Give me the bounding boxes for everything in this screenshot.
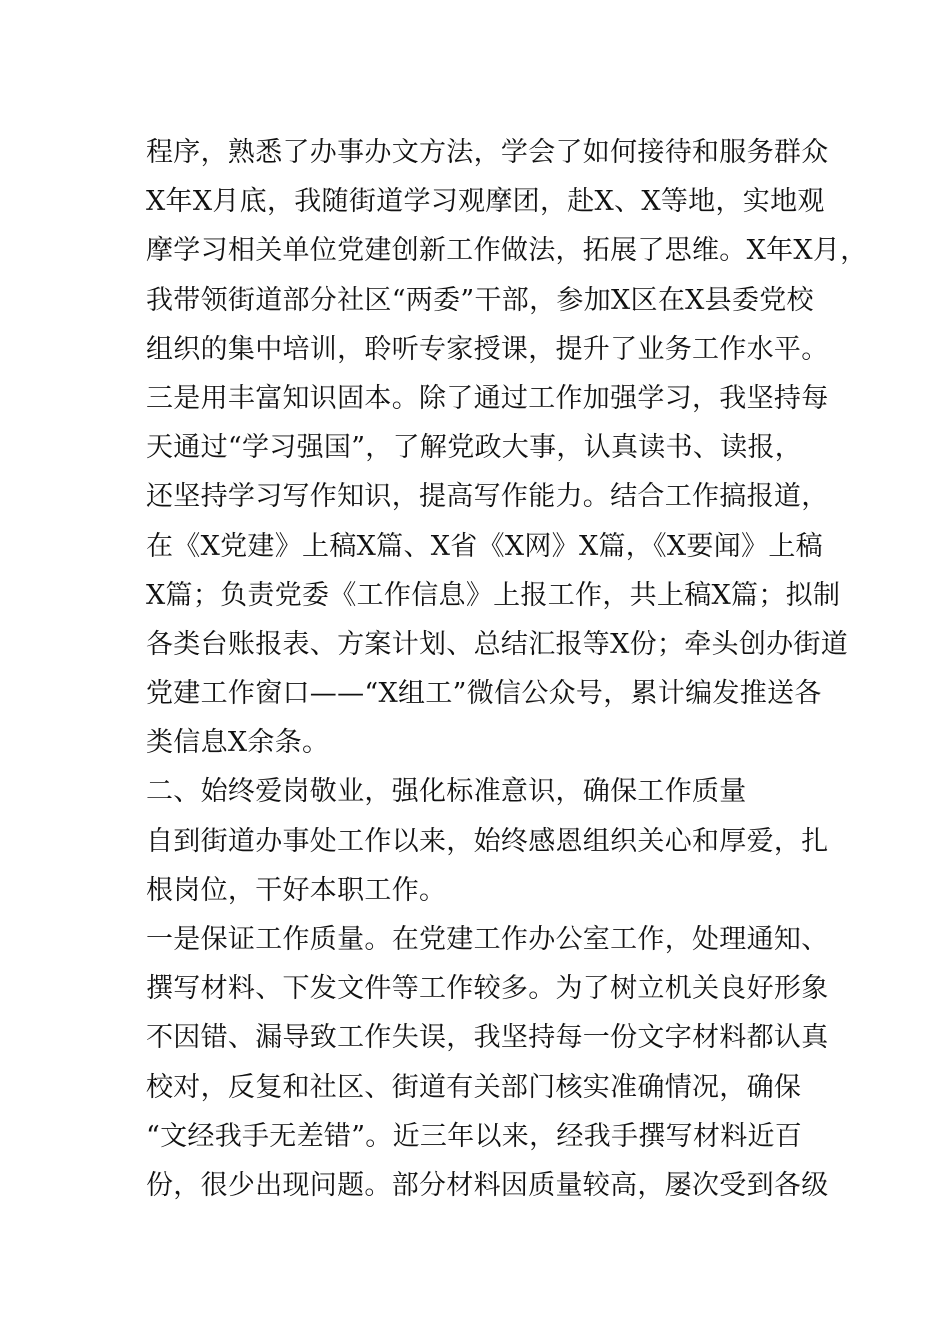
text-line-13: 类信息X余条。 [146,727,330,759]
text-line-9: 在《X党建》上稿X篇、X省《X网》X篇，《X要闻》上稿 [146,530,823,562]
text-line-17: 一是保证工作质量。在党建工作办公室工作，处理通知、 [146,924,829,955]
text-line-11: 各类台账报表、方案计划、总结汇报等X份；牵头创办街道 [146,628,849,660]
body-text [146,128,868,1210]
text-line-20: 校对，反复和社区、街道有关部门核实准确情况，确保 [146,1071,802,1103]
text-line-6: 三是用丰富知识固本。除了通过工作加强学习，我坚持每 [146,382,829,414]
text-line-3: 摩学习相关单位党建创新工作做法，拓展了思维。X年X月， [146,235,868,267]
text-line-16: 根岗位，干好本职工作。 [146,874,447,906]
text-line-4: 我带领街道部分社区“两委”干部，参加X区在X县委党校 [146,284,814,316]
text-line-2: X年X月底，我随街道学习观摩团，赴X、X等地，实地观 [146,186,825,218]
text-line-8: 还坚持学习写作知识，提高写作能力。结合工作搞报道， [146,481,829,513]
text-line-22: 份，很少出现问题。部分材料因质量较高，屡次受到各级 [146,1169,829,1201]
text-line-12: 党建工作窗口——“X组工”微信公众号，累计编发推送各 [146,678,822,710]
text-line-15: 自到街道办事处工作以来，始终感恩组织关心和厚爱，扎 [146,825,829,857]
text-line-18: 撰写材料、下发文件等工作较多。为了树立机关良好形象 [146,973,829,1005]
text-line-1: 程序，熟悉了办事办文方法，学会了如何接待和服务群众 [146,137,829,168]
text-line-5: 组织的集中培训，聆听专家授课，提升了业务工作水平。 [146,333,829,365]
text-line-10: X篇；负责党委《工作信息》上报工作，共上稿X篇；拟制 [146,579,841,611]
text-line-19: 不因错、漏导致工作失误，我坚持每一份文字材料都认真 [146,1022,829,1054]
section-heading: 二、始终爱岗敬业，强化标准意识，确保工作质量 [146,776,747,808]
text-line-21: “文经我手无差错”。近三年以来，经我手撰写材料近百 [146,1120,803,1152]
text-line-7: 天通过“学习强国”，了解党政大事，认真读书、读报， [146,432,803,464]
